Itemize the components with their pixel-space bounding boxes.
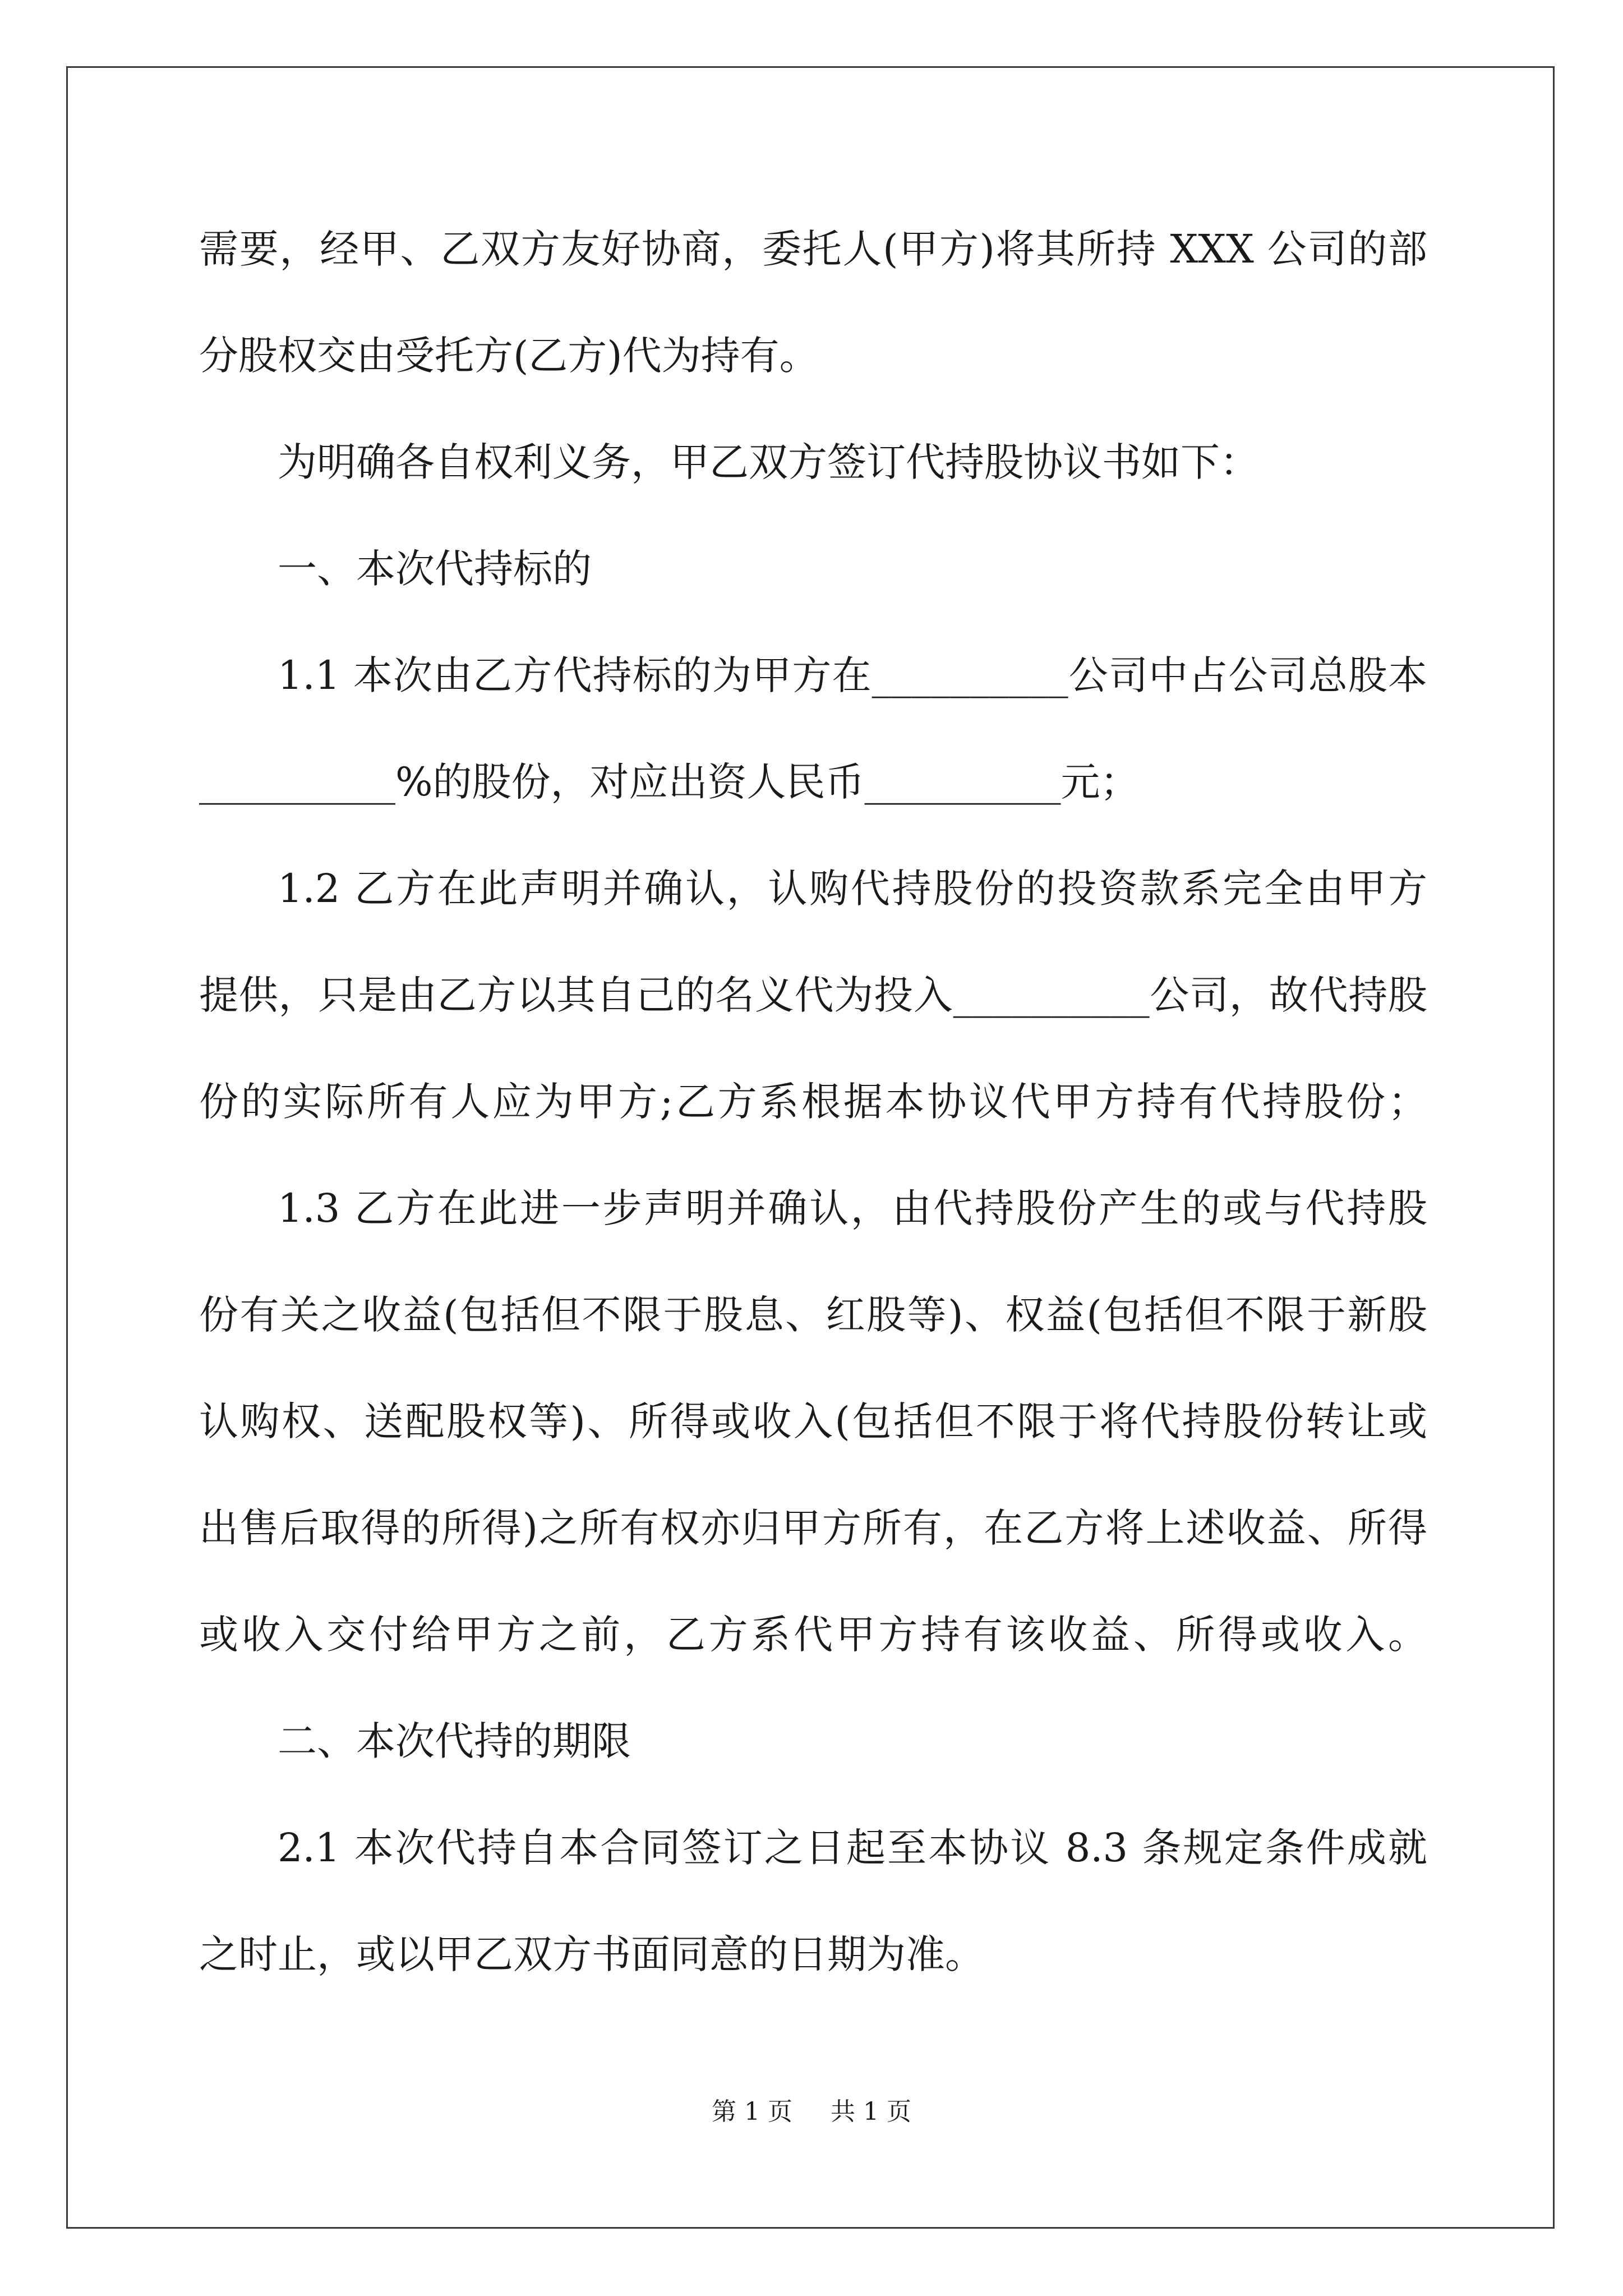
text-line-17: 之时止，或以甲乙双方书面同意的日期为准。 [199, 1931, 984, 1977]
text-line-2: 分股权交由受托方(乙方)代为持有。 [199, 333, 819, 379]
text-line-9: 份的实际所有人应为甲方;乙方系根据本协议代甲方持有代持股份； [199, 1079, 1427, 1125]
document-body [199, 212, 1427, 2024]
text-line-1: 需要，经甲、乙双方友好协商，委托人(甲方)将其所持 XXX 公司的部 [199, 226, 1427, 272]
text-line-16: 2.1 本次代持自本合同签订之日起至本协议 8.3 条规定条件成就 [278, 1825, 1427, 1871]
page-number-current: 第 1 页 [712, 2097, 792, 2126]
section-heading-2: 二、本次代持的期限 [278, 1718, 631, 1764]
text-line-6: __________%的股份，对应出资人民币__________元； [199, 759, 1140, 805]
page-number-total: 共 1 页 [831, 2097, 911, 2126]
text-line-14: 或收入交付给甲方之前，乙方系代甲方持有该收益、所得或收入。 [199, 1612, 1427, 1658]
section-heading-1: 一、本次代持标的 [278, 546, 592, 592]
text-line-13: 出售后取得的所得)之所有权亦归甲方所有，在乙方将上述收益、所得 [199, 1505, 1427, 1551]
text-line-5: 1.1 本次由乙方代持标的为甲方在__________公司中占公司总股本 [278, 652, 1427, 698]
page-footer [0, 2095, 1623, 2129]
text-line-11: 份有关之收益(包括但不限于股息、红股等)、权益(包括但不限于新股 [199, 1292, 1427, 1338]
text-line-12: 认购权、送配股权等)、所得或收入(包括但不限于将代持股份转让或 [199, 1398, 1427, 1444]
text-line-3: 为明确各自权利义务，甲乙双方签订代持股协议书如下： [278, 439, 1259, 485]
text-line-7: 1.2 乙方在此声明并确认，认购代持股份的投资款系完全由甲方 [278, 866, 1427, 912]
text-line-8: 提供，只是由乙方以其自己的名义代为投入__________公司，故代持股 [199, 972, 1427, 1018]
text-line-10: 1.3 乙方在此进一步声明并确认，由代持股份产生的或与代持股 [278, 1185, 1427, 1231]
